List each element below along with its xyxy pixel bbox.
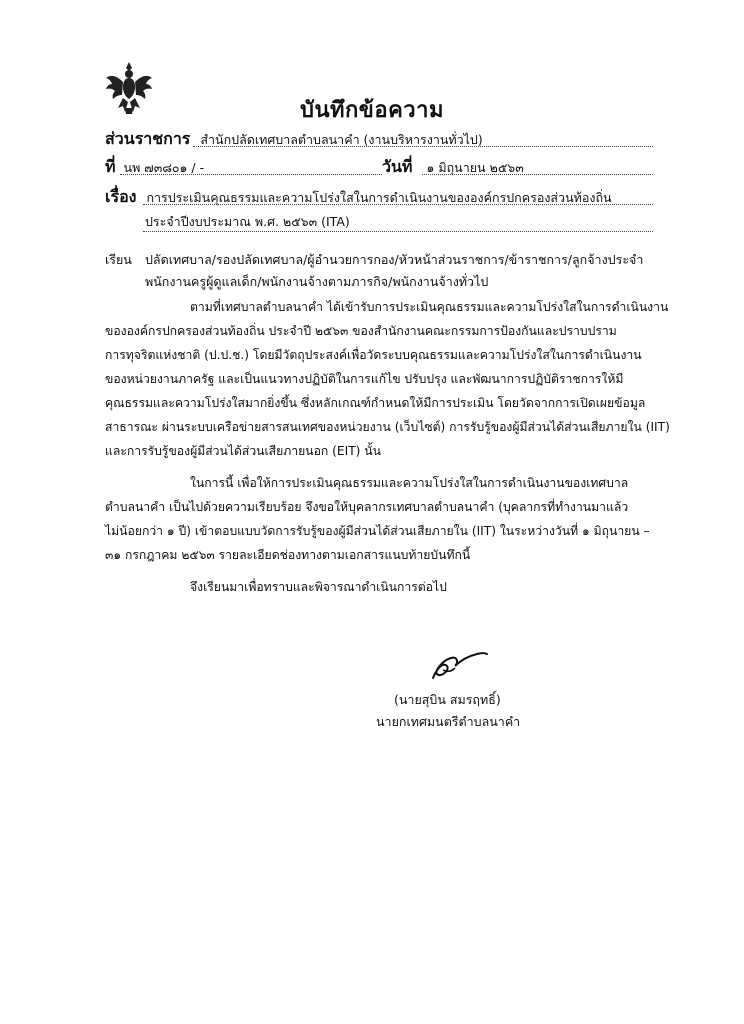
para1-line: ขององค์กรปกครองส่วนท้องถิ่น ประจำปี ๒๕๖๓ ของสำนักงานคณะกรรมการป้องกันและปราบปราม — [105, 324, 617, 338]
para1-line: ของหน่วยงานภาครัฐ และเป็นแนวทางปฏิบัติในการแก้ไข ปรับปรุง และพัฒนาการปฏิบัติราชการให้มี — [105, 372, 624, 386]
agency-dotted-line — [193, 146, 653, 147]
subject-text-2: ประจำปีงบประมาณ พ.ศ. ๒๕๖๓ (ITA) — [145, 214, 350, 229]
to-label: เรียน — [105, 252, 132, 267]
date-dotted-line — [422, 174, 653, 175]
to-line-2: พนักงานครูผู้ดูแลเด็ก/พนักงานจ้างตามภารกิจ/พนักงานจ้างทั่วไป — [145, 274, 489, 289]
para2-line: ในการนี้ เพื่อให้การประเมินคุณธรรมและความโปร่งใสในการดำเนินงานของเทศบาล — [190, 476, 629, 490]
agency-value: สำนักปลัดเทศบาลตำบลนาคำ (งานบริหารงานทั่วไป) — [200, 132, 483, 147]
subject-dotted-line-2 — [143, 231, 653, 232]
para1-line: คุณธรรมและความโปร่งใสมากยิ่งขึ้น ซึ่งหลักเกณฑ์กำหนดให้มีการประเมิน โดยวัดจากการเปิดเผยข้อมูล — [105, 396, 646, 410]
agency-line — [105, 127, 483, 152]
memo-title: บันทึกข้อความ — [299, 98, 444, 123]
ref-line — [105, 155, 204, 180]
para1-line: และการรับรู้ของผู้มีส่วนได้ส่วนเสียภายนอก (EIT) นั้น — [105, 444, 381, 458]
ref-label: ที่ — [105, 157, 116, 176]
signer-name: (นายสุบิน สมรฤทธิ์) — [394, 692, 501, 707]
ref-dotted-line — [120, 174, 382, 175]
para1-line: ตามที่เทศบาลตำบลนาคำ ได้เข้ารับการประเมินคุณธรรมและความโปร่งใสในการดำเนินงาน — [190, 300, 669, 314]
para1-line: สาธารณะ ผ่านระบบเครือข่ายสารสนเทศของหน่วยงาน (เว็บไซต์) การรับรู้ของผู้มีส่วนได้ส่วนเสียภายใน (IIT) — [105, 420, 670, 434]
ref-value: นพ ๗๓๘๐๑ / - — [123, 160, 205, 175]
subject-text-1: การประเมินคุณธรรมและความโปร่งใสในการดำเนินงานขององค์กรปกครองส่วนท้องถิ่น — [146, 190, 612, 205]
agency-label: ส่วนราชการ — [105, 129, 191, 148]
para2-line: ตำบลนาคำ เป็นไปด้วยความเรียบร้อย จึงขอให้บุคลากรเทศบาลตำบลนาคำ (บุคลากรที่ทำงานมาแล้ว — [105, 500, 629, 514]
signer-position: นายกเทศมนตรีตำบลนาคำ — [376, 714, 521, 729]
para2-line: ไม่น้อยกว่า ๑ ปี) เข้าตอบแบบวัดการรับรู้ของผู้มีส่วนได้ส่วนเสียภายใน (IIT) ในระหว่างวันที่ ๑ มิถุนายน – — [105, 524, 650, 538]
para2-line: ๓๑ กรกฎาคม ๒๕๖๓ รายละเอียดช่องทางตามเอกสารแนบท้ายบันทึกนี้ — [105, 548, 471, 562]
date-value: ๑ มิถุนายน ๒๕๖๓ — [426, 160, 524, 175]
subject-line — [105, 185, 612, 210]
closing-text: จึงเรียนมาเพื่อทราบและพิจารณาดำเนินการต่อไป — [190, 580, 447, 594]
subject-label: เรื่อง — [105, 187, 137, 206]
date-label: วันที่ — [382, 157, 413, 176]
to-line-1: ปลัดเทศบาล/รองปลัดเทศบาล/ผู้อำนวยการกอง/หัวหน้าส่วนราชการ/ข้าราชการ/ลูกจ้างประจำ — [145, 252, 644, 267]
handwritten-signature — [425, 640, 495, 688]
subject-dotted-line-1 — [143, 204, 653, 205]
date-line — [382, 155, 524, 180]
para1-line: การทุจริตแห่งชาติ (ป.ป.ช.) โดยมีวัตถุประสงค์เพื่อวัดระบบคุณธรรมและความโปร่งใสในการดำเนินงาน — [105, 348, 642, 362]
